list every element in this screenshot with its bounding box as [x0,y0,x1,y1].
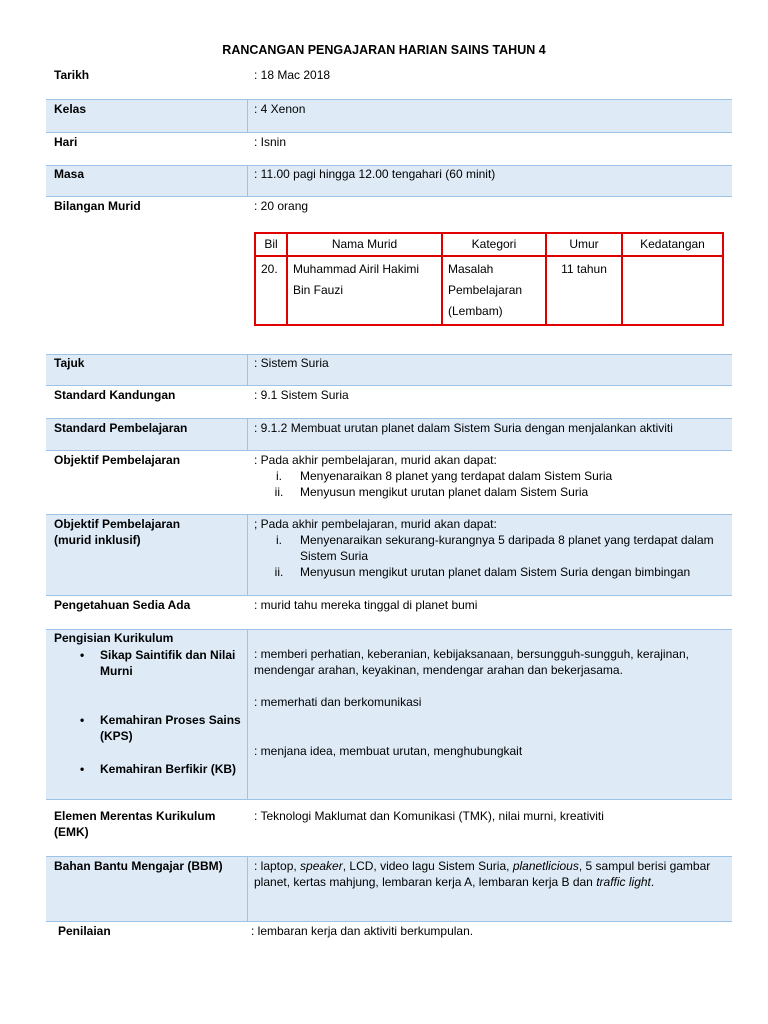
cell-nama: Muhammad Airil Hakimi Bin Fauzi [287,256,442,325]
list-item: ii. Menyusun mengikut urutan planet dalam Sistem Suria dengan bimbingan [274,565,691,579]
row-bbm [46,856,732,922]
label-masa: Masa [54,167,85,181]
label-penilaian: Penilaian [58,924,111,938]
row-masa [46,165,732,197]
cell-kategori: Masalah Pembelajaran (Lembam) [442,256,546,325]
header-kedatangan: Kedatangan [622,233,723,256]
list-item: • Kemahiran Berfikir (KB) [80,762,237,776]
value-tarikh: : 18 Mac 2018 [254,68,331,82]
label-standard-pembelajaran: Standard Pembelajaran [54,421,188,435]
value-tajuk: : Sistem Suria [254,356,329,370]
label-objektif: Objektif Pembelajaran [54,453,181,467]
list-item: i. Menyenaraikan sekurang-kurangnya 5 daripada 8 planet yang terdapat dalam Sistem Suria [276,533,714,563]
row-emk [46,800,732,856]
row-tajuk [46,354,732,386]
value-masa: : 11.00 pagi hingga 12.00 tengahari (60 minit) [254,167,496,181]
row-pengetahuan [46,596,732,629]
row-tarikh [46,67,732,99]
value-sikap-saintifik: : memberi perhatian, keberanian, kebijaksanaan, bersungguh-sungguh, kerajinan, mendengar arahan, keyakinan, mendengar arahan dan bekerjasama. [254,647,689,677]
row-standard-pembelajaran [46,418,732,451]
value-kb: : menjana idea, membuat urutan, menghubungkait [254,744,523,758]
cell-umur: 11 tahun [546,256,622,325]
row-standard-kandungan [46,386,732,418]
label-objektif-inklusif: Objektif Pembelajaran (murid inklusif) [54,517,181,547]
label-emk: Elemen Merentas Kurikulum (EMK) [54,809,216,839]
label-tarikh: Tarikh [54,68,90,82]
objektif-inklusif-list [254,532,724,580]
row-hari [46,133,732,165]
value-emk: : Teknologi Maklumat dan Komunikasi (TMK), nilai murni, kreativiti [254,809,604,823]
label-kurikulum: Pengisian Kurikulum [54,631,174,645]
value-standard-kandungan: : 9.1 Sistem Suria [254,388,349,402]
table-row [255,256,723,325]
value-bbm: : laptop, speaker, LCD, video lagu Sistem Suria, planetlicious, 5 sampul berisi gambar planet, kertas mahjung, lembaran kerja A, lembaran kerja B dan traffic light. [254,859,711,889]
header-umur: Umur [546,233,622,256]
value-penilaian: : lembaran kerja dan aktiviti berkumpulan. [251,924,474,938]
list-item: • Kemahiran Proses Sains (KPS) [80,713,241,743]
header-bil: Bil [255,233,287,256]
murid-table-header [255,233,723,256]
objektif-intro: : Pada akhir pembelajaran, murid akan dapat: [254,453,497,467]
row-kelas [46,99,732,133]
label-tajuk: Tajuk [54,356,85,370]
label-bilangan-murid: Bilangan Murid [54,199,141,213]
label-pengetahuan: Pengetahuan Sedia Ada [54,598,191,612]
value-pengetahuan: : murid tahu mereka tinggal di planet bumi [254,598,478,612]
row-penilaian [46,922,732,952]
list-item: • Sikap Saintifik dan Nilai Murni [80,648,236,678]
label-kelas: Kelas [54,102,87,116]
label-bbm: Bahan Bantu Mengajar (BBM) [54,859,223,873]
row-objektif [46,451,732,514]
list-item: ii. Menyusun mengikut urutan planet dalam Sistem Suria [274,485,589,499]
value-hari: : Isnin [254,135,287,149]
row-kurikulum [46,629,732,800]
value-kps: : memerhati dan berkomunikasi [254,695,422,709]
header-kategori: Kategori [442,233,546,256]
row-bilangan-murid [46,197,732,354]
header-nama-murid: Nama Murid [287,233,442,256]
murid-table [254,232,724,326]
page-title: RANCANGAN PENGAJARAN HARIAN SAINS TAHUN 4 [222,43,546,57]
label-standard-kandungan: Standard Kandungan [54,388,176,402]
value-kelas: : 4 Xenon [254,102,306,116]
value-objektif-inklusif [254,516,724,580]
list-item: i. Menyenaraikan 8 planet yang terdapat dalam Sistem Suria [276,469,613,483]
value-objektif [254,452,724,500]
objektif-inklusif-intro: ; Pada akhir pembelajaran, murid akan dapat: [254,517,497,531]
cell-bil: 20. [255,256,287,325]
objektif-list [254,468,724,500]
value-bilangan-murid: : 20 orang [254,199,309,213]
label-hari: Hari [54,135,78,149]
kurikulum-list [54,647,244,777]
cell-kedatangan [622,256,723,325]
row-objektif-inklusif [46,514,732,596]
value-standard-pembelajaran: : 9.1.2 Membuat urutan planet dalam Sistem Suria dengan menjalankan aktiviti [254,421,673,435]
